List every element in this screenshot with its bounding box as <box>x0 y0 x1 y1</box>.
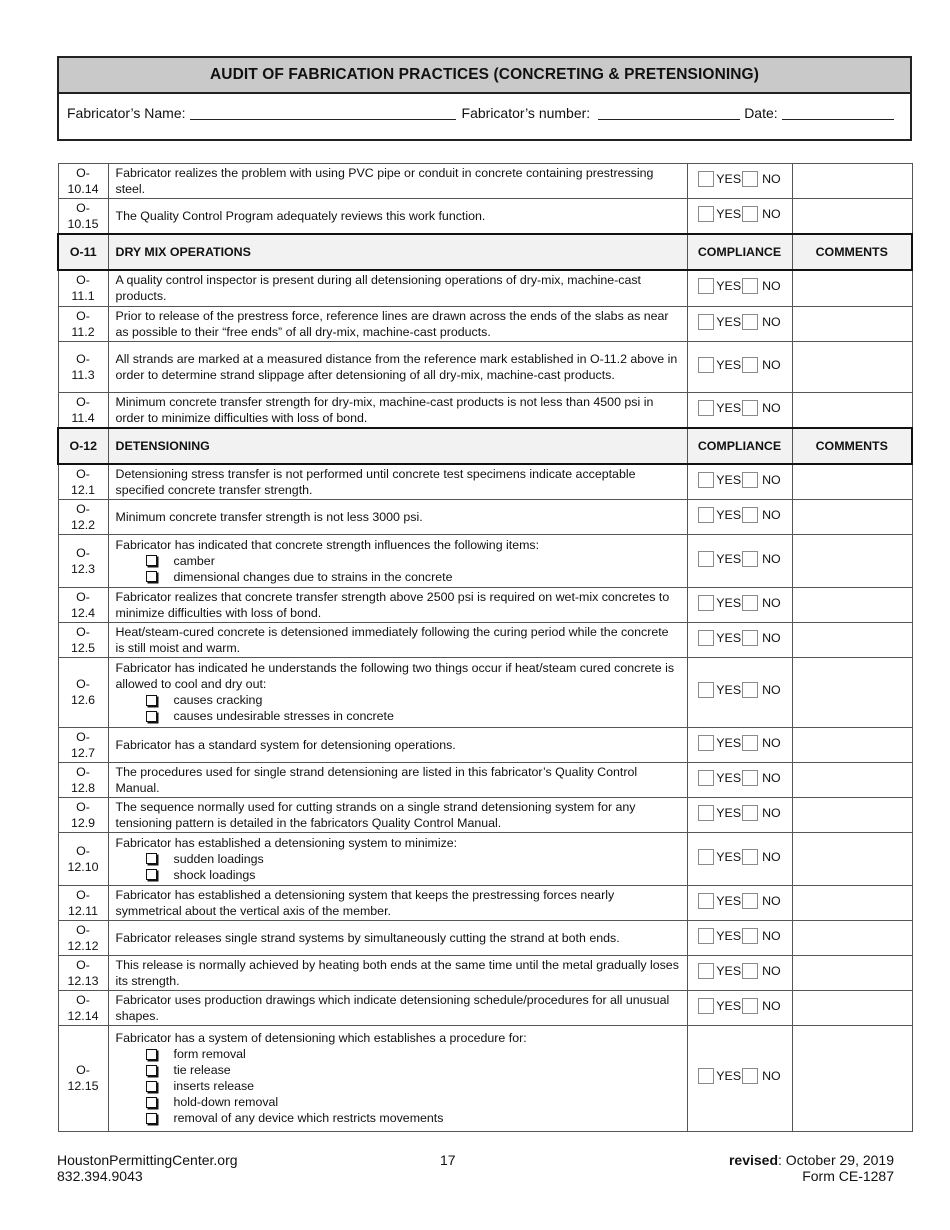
yes-checkbox[interactable] <box>698 278 714 294</box>
no-checkbox[interactable] <box>742 893 758 909</box>
footer-left <box>57 1152 238 1184</box>
yes-checkbox[interactable] <box>698 595 714 611</box>
footer-website: HoustonPermittingCenter.org <box>57 1152 238 1168</box>
compliance-cell <box>687 727 792 762</box>
revised-date: : October 29, 2019 <box>778 1152 894 1168</box>
compliance-cell <box>687 499 792 534</box>
form-header <box>57 56 912 141</box>
yes-checkbox[interactable] <box>698 630 714 646</box>
audit-table <box>57 163 913 1132</box>
table-row <box>58 199 912 235</box>
compliance-cell <box>687 762 792 797</box>
yes-checkbox[interactable] <box>698 507 714 523</box>
yes-no-group <box>698 630 780 646</box>
compliance-cell <box>687 306 792 341</box>
item-number: O-10.14 <box>58 164 108 199</box>
no-label: NO <box>762 314 781 329</box>
no-checkbox[interactable] <box>742 357 758 373</box>
comments-cell[interactable] <box>792 464 912 500</box>
form-number: Form CE-1287 <box>802 1168 894 1184</box>
section-number: O-12 <box>58 428 108 464</box>
yes-no-group <box>698 278 780 294</box>
section-header-row <box>58 428 912 464</box>
no-label: NO <box>762 893 781 908</box>
no-label: NO <box>762 683 781 697</box>
date-field[interactable] <box>782 107 894 120</box>
date-label: Date: <box>744 105 778 121</box>
checkbox-icon[interactable] <box>146 1081 157 1092</box>
yes-no-group <box>698 595 780 611</box>
item-description: Fabricator uses production drawings which indicate detensioning schedule/procedures for all unusual shapes. <box>108 990 687 1025</box>
fabricator-number-field[interactable] <box>598 107 740 120</box>
yes-no-group <box>698 507 780 523</box>
compliance-cell <box>687 797 792 832</box>
yes-label: YES <box>716 683 742 697</box>
table-row <box>58 797 912 832</box>
yes-checkbox[interactable] <box>698 928 714 944</box>
table-row <box>58 499 912 534</box>
yes-no-group <box>698 682 780 698</box>
fabricator-number-label: Fabricator’s number: <box>461 105 591 121</box>
table-row <box>58 920 912 955</box>
sub-item <box>116 692 680 708</box>
comments-cell[interactable] <box>792 270 912 306</box>
table-row <box>58 270 912 306</box>
item-description: The Quality Control Program adequately reviews this work function. <box>108 199 687 235</box>
yes-no-group <box>698 849 780 865</box>
no-label: NO <box>762 735 781 750</box>
item-number: O-12.10 <box>58 832 108 885</box>
no-checkbox[interactable] <box>742 400 758 416</box>
yes-label: YES <box>716 400 742 415</box>
no-checkbox[interactable] <box>742 998 758 1014</box>
yes-label: YES <box>716 998 742 1013</box>
yes-checkbox[interactable] <box>698 206 714 222</box>
page-number: 17 <box>440 1152 456 1168</box>
item-description: Detensioning stress transfer is not performed until concrete test specimens indicate acceptable specified concrete transfer strength. <box>108 464 687 500</box>
item-number: O-11.1 <box>58 270 108 306</box>
no-label: NO <box>762 849 781 864</box>
checkbox-icon[interactable] <box>146 555 157 566</box>
revision-line <box>729 1152 894 1168</box>
item-text: Fabricator has a system of detensioning which establishes a procedure for: <box>115 1031 527 1045</box>
yes-label: YES <box>716 630 742 645</box>
sub-item-label: dimensional changes due to strains in the concrete <box>173 569 453 584</box>
comments-cell[interactable] <box>792 657 912 727</box>
item-description: Prior to release of the prestress force, reference lines are drawn across the ends of the slabs as near as possible to their “free ends” of all dry-mix, machine-cast products. <box>108 306 687 341</box>
item-number: O-11.4 <box>58 392 108 428</box>
table-row <box>58 464 912 500</box>
yes-no-group <box>698 472 780 488</box>
item-number: O-12.14 <box>58 990 108 1025</box>
compliance-cell <box>687 622 792 657</box>
sub-item <box>116 708 680 724</box>
item-description: This release is normally achieved by heating both ends at the same time until the metal gradually loses its strength. <box>108 955 687 990</box>
yes-label: YES <box>716 735 742 750</box>
item-description: Minimum concrete transfer strength is not less 3000 psi. <box>108 499 687 534</box>
comments-cell[interactable] <box>792 920 912 955</box>
item-description: Minimum concrete transfer strength for dry-mix, machine-cast products is not less than 4500 psi in order to minimize difficulties with loss of bond. <box>108 392 687 428</box>
item-description: Fabricator realizes the problem with using PVC pipe or conduit in concrete containing prestressing steel. <box>108 164 687 199</box>
footer-right <box>729 1152 894 1184</box>
item-number: O-12.9 <box>58 797 108 832</box>
yes-no-group <box>698 171 780 187</box>
no-checkbox[interactable] <box>742 805 758 821</box>
table-row <box>58 657 912 727</box>
item-number: O-10.15 <box>58 199 108 235</box>
yes-no-group <box>698 735 780 751</box>
sub-item-label: hold-down removal <box>173 1095 279 1109</box>
item-number: O-12.13 <box>58 955 108 990</box>
no-label: NO <box>762 630 781 645</box>
comments-cell[interactable] <box>792 392 912 428</box>
section-title: DRY MIX OPERATIONS <box>108 234 687 270</box>
table-row <box>58 832 912 885</box>
item-number: O-12.4 <box>58 587 108 622</box>
yes-no-group <box>698 400 780 416</box>
no-label: NO <box>762 172 781 186</box>
no-label: NO <box>762 998 781 1013</box>
compliance-cell <box>687 270 792 306</box>
revised-label: revised <box>728 1152 779 1168</box>
sub-item <box>116 553 680 569</box>
fabricator-name-label: Fabricator’s Name: <box>67 105 186 121</box>
compliance-cell <box>687 464 792 500</box>
yes-no-group <box>698 893 780 909</box>
compliance-cell <box>687 657 792 727</box>
yes-checkbox[interactable] <box>698 893 714 909</box>
comments-cell[interactable] <box>792 797 912 832</box>
yes-checkbox[interactable] <box>698 314 714 330</box>
checkbox-icon[interactable] <box>146 695 157 706</box>
yes-checkbox[interactable] <box>698 998 714 1014</box>
comments-cell[interactable] <box>792 306 912 341</box>
checkbox-icon[interactable] <box>146 853 157 864</box>
yes-no-group <box>698 770 780 786</box>
compliance-cell <box>687 199 792 235</box>
comments-cell[interactable] <box>792 727 912 762</box>
yes-label: YES <box>716 279 742 294</box>
no-checkbox[interactable] <box>742 278 758 294</box>
table-row <box>58 622 912 657</box>
yes-label: YES <box>716 507 742 522</box>
yes-label: YES <box>716 963 742 978</box>
yes-label: YES <box>716 805 742 820</box>
compliance-cell <box>687 534 792 587</box>
no-label: NO <box>762 400 781 415</box>
yes-checkbox[interactable] <box>698 1068 714 1084</box>
section-number: O-11 <box>58 234 108 270</box>
compliance-cell <box>687 164 792 199</box>
item-description <box>108 832 687 885</box>
item-number: O-12.1 <box>58 464 108 500</box>
no-checkbox[interactable] <box>742 630 758 646</box>
no-checkbox[interactable] <box>742 206 758 222</box>
yes-label: YES <box>716 172 742 186</box>
section-header-row <box>58 234 912 270</box>
item-number: O-11.2 <box>58 306 108 341</box>
form-title: AUDIT OF FABRICATION PRACTICES (CONCRETING & PRETENSIONING) <box>59 58 910 94</box>
comments-cell[interactable] <box>792 885 912 920</box>
item-number: O-12.7 <box>58 727 108 762</box>
table-row <box>58 306 912 341</box>
yes-checkbox[interactable] <box>698 849 714 865</box>
compliance-cell <box>687 885 792 920</box>
yes-no-group <box>698 1068 780 1084</box>
compliance-header: COMPLIANCE <box>687 428 792 464</box>
yes-no-group <box>698 963 780 979</box>
comments-cell[interactable] <box>792 990 912 1025</box>
yes-label: YES <box>716 770 742 785</box>
comments-cell[interactable] <box>792 622 912 657</box>
item-number: O-12.2 <box>58 499 108 534</box>
no-label: NO <box>762 805 781 820</box>
item-text: Fabricator has indicated that concrete strength influences the following items: <box>115 537 540 552</box>
checkbox-icon[interactable] <box>146 1049 157 1060</box>
sub-item-label: causes cracking <box>173 693 263 707</box>
table-row <box>58 164 912 199</box>
yes-checkbox[interactable] <box>698 682 714 698</box>
checkbox-icon[interactable] <box>146 711 157 722</box>
compliance-cell <box>687 990 792 1025</box>
item-text: Fabricator has indicated he understands the following two things occur if heat/steam cured concrete is allowed to cool and dry out: <box>115 661 675 691</box>
yes-label: YES <box>716 1069 742 1083</box>
comments-header: COMMENTS <box>792 428 912 464</box>
compliance-cell <box>687 955 792 990</box>
compliance-header: COMPLIANCE <box>687 234 792 270</box>
compliance-cell <box>687 392 792 428</box>
item-description: Fabricator realizes that concrete transfer strength above 2500 psi is required on wet-mix concretes to minimize difficulties with loss of bond. <box>108 587 687 622</box>
sub-item <box>116 1078 680 1094</box>
item-number: O-11.3 <box>58 341 108 392</box>
no-label: NO <box>762 507 781 522</box>
checkbox-icon[interactable] <box>146 1113 157 1124</box>
no-label: NO <box>762 472 781 487</box>
table-row <box>58 1025 912 1131</box>
sub-item <box>116 851 680 867</box>
item-description <box>108 657 687 727</box>
sub-item-label: tie release <box>173 1063 231 1077</box>
no-checkbox[interactable] <box>742 507 758 523</box>
yes-checkbox[interactable] <box>698 472 714 488</box>
comments-header: COMMENTS <box>792 234 912 270</box>
yes-checkbox[interactable] <box>698 770 714 786</box>
no-checkbox[interactable] <box>742 770 758 786</box>
table-row <box>58 955 912 990</box>
yes-label: YES <box>716 357 742 372</box>
sub-item <box>116 569 680 585</box>
sub-item <box>116 1046 680 1062</box>
no-checkbox[interactable] <box>742 928 758 944</box>
sub-item-label: form removal <box>173 1047 246 1061</box>
item-description: The sequence normally used for cutting strands on a single strand detensioning system for any tensioning pattern is detailed in the fabricators Quality Control Manual. <box>108 797 687 832</box>
yes-checkbox[interactable] <box>698 171 714 187</box>
comments-cell[interactable] <box>792 164 912 199</box>
yes-checkbox[interactable] <box>698 551 714 567</box>
header-fields <box>59 94 910 132</box>
item-description: Fabricator has established a detensioning system that keeps the prestressing forces nearly symmetrical about the vertical axis of the member. <box>108 885 687 920</box>
yes-checkbox[interactable] <box>698 963 714 979</box>
item-number: O-12.12 <box>58 920 108 955</box>
sub-item <box>116 1094 680 1110</box>
item-description <box>108 1025 687 1131</box>
sub-item-label: sudden loadings <box>173 851 264 866</box>
item-number: O-12.6 <box>58 657 108 727</box>
no-label: NO <box>762 357 781 372</box>
no-checkbox[interactable] <box>742 595 758 611</box>
compliance-cell <box>687 341 792 392</box>
table-row <box>58 762 912 797</box>
checkbox-icon[interactable] <box>146 1065 157 1076</box>
yes-no-group <box>698 998 780 1014</box>
no-label: NO <box>762 770 781 785</box>
no-checkbox[interactable] <box>742 1068 758 1084</box>
compliance-cell <box>687 587 792 622</box>
item-number: O-12.8 <box>58 762 108 797</box>
sub-item-label: causes undesirable stresses in concrete <box>173 709 394 723</box>
comments-cell[interactable] <box>792 534 912 587</box>
table-row <box>58 727 912 762</box>
table-row <box>58 534 912 587</box>
item-description: Heat/steam-cured concrete is detensioned immediately following the curing period while the concrete is still moist and warm. <box>108 622 687 657</box>
no-label: NO <box>762 1069 781 1083</box>
item-number: O-12.3 <box>58 534 108 587</box>
sub-item <box>116 867 680 883</box>
yes-no-group <box>698 314 780 330</box>
yes-label: YES <box>716 893 742 908</box>
no-label: NO <box>762 928 781 943</box>
no-label: NO <box>762 963 781 978</box>
yes-no-group <box>698 928 780 944</box>
no-label: NO <box>762 551 781 566</box>
yes-no-group <box>698 551 780 567</box>
item-number: O-12.15 <box>58 1025 108 1131</box>
comments-cell[interactable] <box>792 341 912 392</box>
yes-no-group <box>698 357 780 373</box>
yes-label: YES <box>716 928 742 943</box>
table-row <box>58 990 912 1025</box>
item-description <box>108 534 687 587</box>
yes-checkbox[interactable] <box>698 735 714 751</box>
sub-item-label: shock loadings <box>173 867 256 882</box>
comments-cell[interactable] <box>792 499 912 534</box>
yes-label: YES <box>716 595 742 610</box>
table-row <box>58 392 912 428</box>
no-label: NO <box>762 595 781 610</box>
no-checkbox[interactable] <box>742 849 758 865</box>
item-description: Fabricator has a standard system for detensioning operations. <box>108 727 687 762</box>
item-description: The procedures used for single strand detensioning are listed in this fabricator’s Quality Control Manual. <box>108 762 687 797</box>
comments-cell[interactable] <box>792 587 912 622</box>
sub-item <box>116 1062 680 1078</box>
no-checkbox[interactable] <box>742 472 758 488</box>
yes-label: YES <box>716 849 742 864</box>
no-checkbox[interactable] <box>742 735 758 751</box>
yes-checkbox[interactable] <box>698 805 714 821</box>
checkbox-icon[interactable] <box>146 869 157 880</box>
yes-checkbox[interactable] <box>698 357 714 373</box>
table-row <box>58 885 912 920</box>
table-row <box>58 587 912 622</box>
comments-cell[interactable] <box>792 1025 912 1131</box>
item-description: A quality control inspector is present during all detensioning operations of dry-mix, machine-cast products. <box>108 270 687 306</box>
item-text: Fabricator has established a detensioning system to minimize: <box>115 835 458 850</box>
yes-label: YES <box>716 314 742 329</box>
comments-cell[interactable] <box>792 762 912 797</box>
yes-label: YES <box>716 551 742 566</box>
no-label: NO <box>762 207 781 221</box>
table-row <box>58 341 912 392</box>
comments-cell[interactable] <box>792 955 912 990</box>
yes-label: YES <box>716 472 742 487</box>
footer-phone: 832.394.9043 <box>57 1168 143 1184</box>
fabricator-name-field[interactable] <box>190 107 456 120</box>
yes-label: YES <box>716 207 742 221</box>
sub-item-label: camber <box>173 553 215 568</box>
no-checkbox[interactable] <box>742 963 758 979</box>
compliance-cell <box>687 1025 792 1131</box>
no-checkbox[interactable] <box>742 314 758 330</box>
item-description: Fabricator releases single strand systems by simultaneously cutting the strand at both ends. <box>108 920 687 955</box>
checkbox-icon[interactable] <box>146 571 157 582</box>
sub-item <box>116 1110 680 1126</box>
item-number: O-12.5 <box>58 622 108 657</box>
no-label: NO <box>762 279 781 294</box>
item-description: All strands are marked at a measured distance from the reference mark established in O-11.2 above in order to determine strand slippage after detensioning of all dry-mix, machine-cast products. <box>108 341 687 392</box>
compliance-cell <box>687 832 792 885</box>
compliance-cell <box>687 920 792 955</box>
section-title: DETENSIONING <box>108 428 687 464</box>
no-checkbox[interactable] <box>742 551 758 567</box>
sub-item-label: inserts release <box>173 1079 255 1093</box>
comments-cell[interactable] <box>792 199 912 235</box>
yes-no-group <box>698 206 780 222</box>
item-number: O-12.11 <box>58 885 108 920</box>
comments-cell[interactable] <box>792 832 912 885</box>
sub-item-label: removal of any device which restricts movements <box>173 1111 444 1125</box>
yes-no-group <box>698 805 780 821</box>
yes-checkbox[interactable] <box>698 400 714 416</box>
checkbox-icon[interactable] <box>146 1097 157 1108</box>
no-checkbox[interactable] <box>742 171 758 187</box>
no-checkbox[interactable] <box>742 682 758 698</box>
